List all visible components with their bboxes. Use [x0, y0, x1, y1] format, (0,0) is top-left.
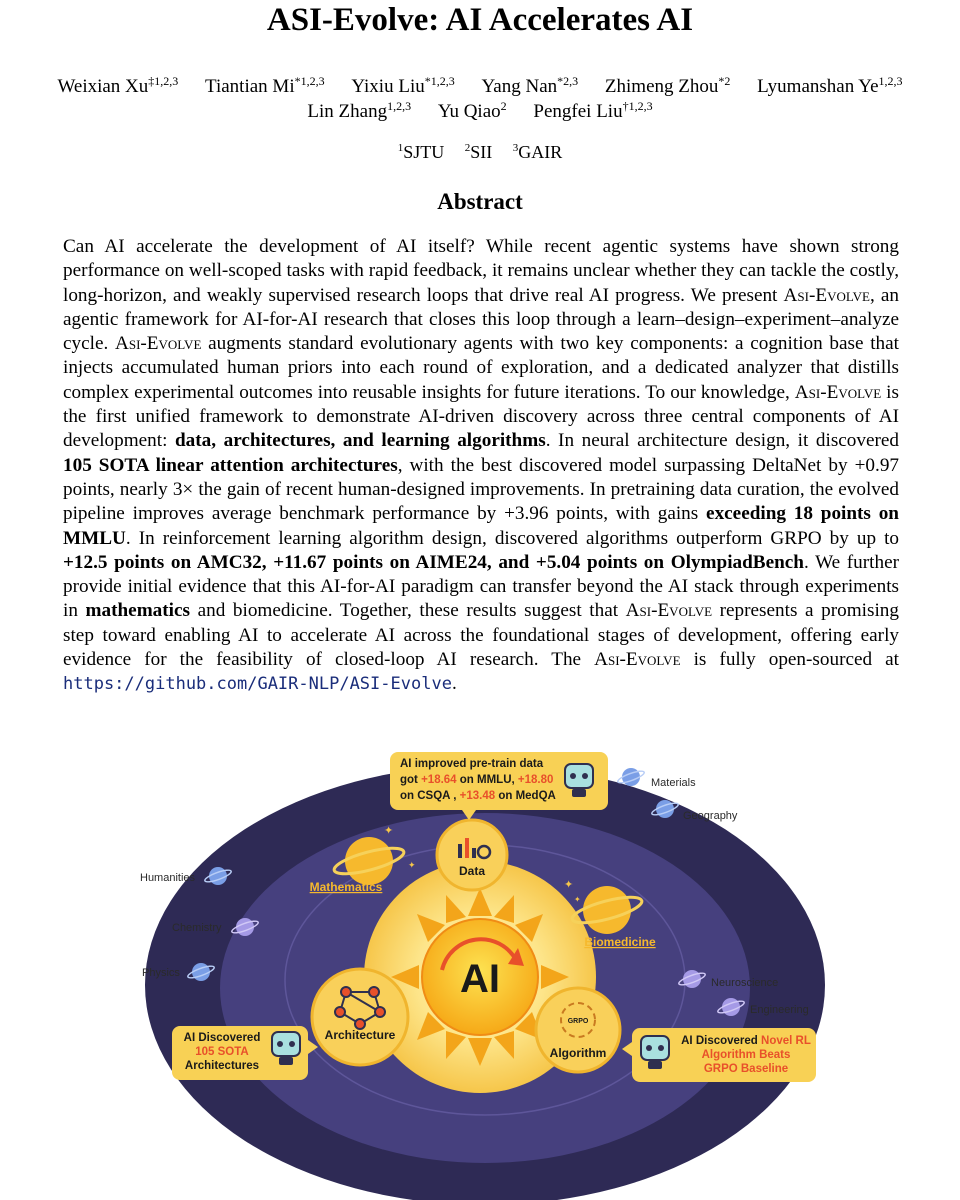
geography-label: Geography	[683, 810, 738, 822]
paper-title: ASI-Evolve: AI Accelerates AI	[266, 2, 694, 38]
bold-phrase: 105 SOTA linear attention architectures	[63, 454, 398, 476]
architecture-node-label: Architecture	[324, 1028, 396, 1042]
affiliation: $^3$GAIR	[512, 142, 563, 162]
arch-callout-line3: Architectures	[184, 1060, 260, 1072]
bold-phrase: +12.5 points on AMC32, +11.67 points on AIME24, and +5.04 points on OlympiadBench	[63, 551, 804, 573]
data-callout	[390, 752, 608, 820]
framework-name: Asi-Evolve	[783, 284, 870, 306]
author: Tiantian Mi$^{*1,2,3}$	[205, 74, 325, 97]
affiliation: $^2$SII	[464, 142, 493, 162]
author: Yu Qiao$^2$	[437, 99, 507, 122]
framework-name: Asi-Evolve	[794, 381, 882, 403]
algorithm-callout	[622, 1028, 816, 1082]
author: Lin Zhang$^{1,2,3}$	[307, 99, 412, 122]
data-callout-line1: AI improved pre-train data	[400, 758, 544, 770]
svg-text:✦: ✦	[564, 879, 574, 891]
arch-callout-line2: 105 SOTA	[195, 1046, 249, 1058]
svg-text:on CSQA , +13.48 on MedQA: on CSQA , +13.48 on MedQA	[400, 790, 556, 802]
svg-text:✦: ✦	[574, 895, 581, 904]
author: Pengfei Liu$^{\dagger 1,2,3}$	[533, 99, 653, 122]
svg-text:got +18.64 on MMLU, +18.80: got +18.64 on MMLU, +18.80	[400, 774, 554, 786]
bold-phrase: data, architectures, and learning algorithms	[175, 430, 546, 452]
bold-phrase: mathematics	[85, 600, 190, 622]
materials-label: Materials	[651, 777, 696, 789]
chemistry-label: Chemistry	[172, 922, 222, 934]
author-list	[20, 74, 940, 124]
abstract-heading: Abstract	[437, 189, 523, 214]
author: Yixiu Liu$^{*1,2,3}$	[351, 74, 455, 97]
bold-phrase: exceeding 18 points on MMLU	[63, 503, 899, 549]
author: Zhimeng Zhou$^{*2}$	[604, 74, 731, 97]
neuroscience-label: Neuroscience	[711, 977, 779, 989]
svg-text:AI Discovered Novel RL: AI Discovered Novel RL	[681, 1035, 811, 1047]
mathematics-label: Mathematics	[309, 880, 383, 894]
data-node-label: Data	[458, 864, 486, 878]
author: Yang Nan$^{*2,3}$	[481, 74, 579, 97]
arch-callout-line1: AI Discovered	[183, 1032, 261, 1044]
repo-link[interactable]: https://github.com/GAIR-NLP/ASI-Evolve	[63, 674, 452, 695]
architecture-node	[312, 969, 408, 1065]
grpo-label: GRPO	[567, 1018, 589, 1025]
biomedicine-label: Biomedicine	[584, 935, 656, 949]
framework-name: Asi-Evolve	[115, 333, 202, 355]
author: Weixian Xu$^{\ddagger 1,2,3}$	[57, 74, 179, 97]
architecture-callout	[172, 1026, 318, 1080]
svg-text:✦: ✦	[384, 825, 394, 837]
abstract-body: Can AI accelerate the development of AI itself? While recent agentic systems have shown strong performance on well-scoped tasks with rapid feedback, it remains unclear whether they can tackle the costly, long-horizon, and weakly supervised research loops that drive real AI progress. We present Asi-Evolve, an agentic framework for AI-for-AI research that closes this loop through a learn–design–experiment–analyze cycle. Asi-Evolve augments standard evolutionary agents with two key components: a cognition base that injects accumulated human priors into each round of exploration, and a dedicated analyzer that distills complex experimental outcomes into reusable insights for future iterations. To our knowledge, Asi-Evolve is the first unified framework to demonstrate AI-driven discovery across three central components of AI development: data, architectures, and learning algorithms. In neural architecture design, it discovered 105 SOTA linear attention architectures, with the best discovered model surpassing DeltaNet by +0.97 points, nearly 3× the gain of recent human-designed improvements. In pretraining data curation, the evolved pipeline improves average benchmark performance by +3.96 points, with gains exceeding 18 points on MMLU. In reinforcement learning algorithm design, discovered algorithms outperform GRPO by up to +12.5 points on AMC32, +11.67 points on AIME24, and +5.04 points on OlympiadBench. We further provide initial evidence that this AI-for-AI paradigm can transfer beyond the AI stack through experiments in mathematics and biomedicine. Together, these results suggest that Asi-Evolve represents a promising step toward enabling AI to accelerate AI across the foundational stages of development, offering early evidence for the feasibility of closed-loop AI research. The Asi-Evolve is fully open-sourced at https://github.com/GAIR-NLP/ASI-Evolve.	[63, 236, 900, 695]
physics-label: Physics	[142, 967, 180, 979]
algorithm-node-label: Algorithm	[549, 1046, 607, 1060]
affiliation: $^1$SJTU	[397, 142, 445, 162]
author: Lyumanshan Ye$^{1,2,3}$	[757, 74, 903, 97]
svg-text:✦: ✦	[408, 860, 416, 870]
affiliations	[0, 142, 960, 163]
humanities-label: Humanities	[140, 872, 196, 884]
framework-name: Asi-Evolve	[625, 600, 713, 622]
engineering-label: Engineering	[750, 1004, 809, 1016]
framework-name: Asi-Evolve	[594, 649, 681, 671]
ai-center-label: AI	[460, 957, 500, 1001]
algo-callout-line2: Algorithm Beats	[701, 1049, 791, 1061]
algo-callout-line3: GRPO Baseline	[703, 1063, 789, 1075]
overview-figure	[0, 720, 960, 1200]
